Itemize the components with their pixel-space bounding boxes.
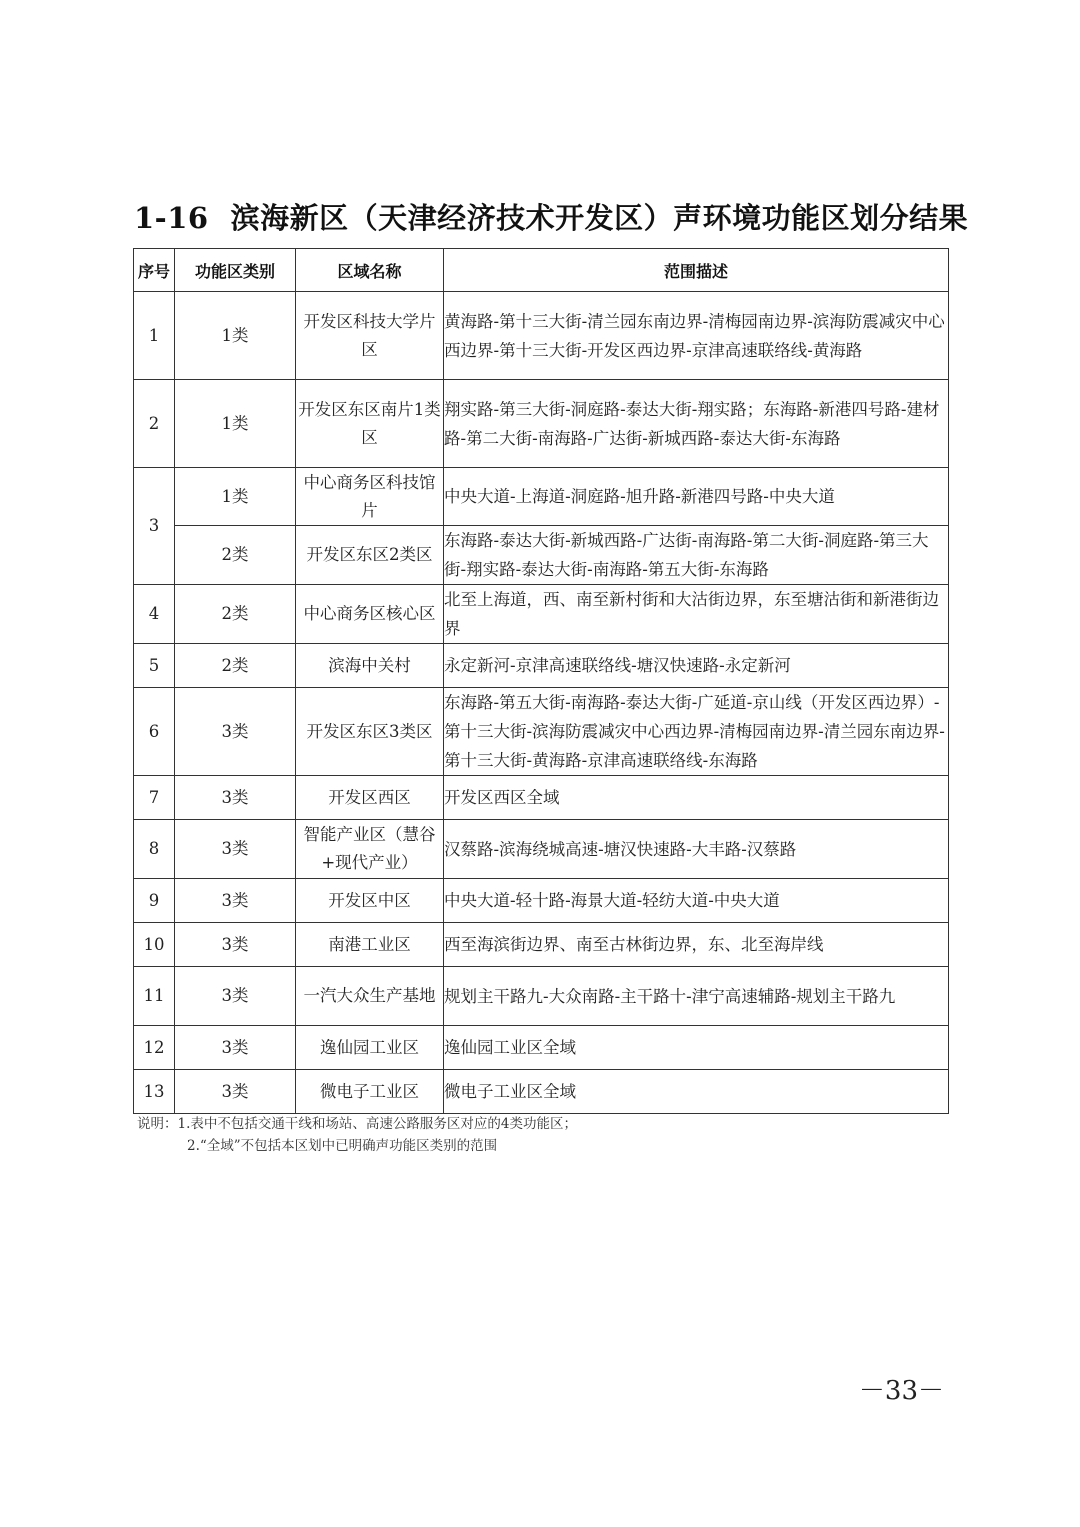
cell-desc: 永定新河-京津高速联络线-塘汉快速路-永定新河 [444, 644, 949, 688]
page-number: －33－ [858, 1376, 944, 1406]
cell-category: 3类 [175, 820, 296, 879]
cell-desc: 汉蔡路-滨海绕城高速-塘汉快速路-大丰路-汉蔡路 [444, 820, 949, 879]
cell-desc: 东海路-泰达大街-新城西路-广达街-南海路-第二大街-洞庭路-第三大街-翔实路-泰达大街-南海路-第五大街-东海路 [444, 526, 949, 585]
cell-no: 7 [134, 776, 175, 820]
cell-category: 3类 [175, 776, 296, 820]
table-row [134, 923, 949, 967]
cell-category: 2类 [175, 526, 296, 585]
cell-no: 11 [134, 967, 175, 1026]
table-row [134, 380, 949, 468]
cell-desc: 黄海路-第十三大街-清兰园东南边界-清梅园南边界-滨海防震减灾中心西边界-第十三大街-开发区西边界-京津高速联络线-黄海路 [444, 292, 949, 380]
table-row [134, 585, 949, 644]
cell-desc: 规划主干路九-大众南路-主干路十-津宁高速辅路-规划主干路九 [444, 967, 949, 1026]
cell-category: 1类 [175, 468, 296, 526]
table-row [134, 1070, 949, 1114]
cell-desc: 翔实路-第三大街-洞庭路-泰达大街-翔实路；东海路-新港四号路-建材路-第二大街-南海路-广达街-新城西路-泰达大街-东海路 [444, 380, 949, 468]
cell-category: 3类 [175, 967, 296, 1026]
title-number: 1-16 [134, 201, 209, 235]
cell-area: 开发区东区2类区 [296, 526, 444, 585]
cell-category: 2类 [175, 644, 296, 688]
table-row [134, 644, 949, 688]
cell-category: 3类 [175, 1026, 296, 1070]
cell-no: 10 [134, 923, 175, 967]
note-line-2: 2.“全域”不包括本区划中已明确声功能区类别的范围 [187, 1138, 498, 1154]
header-area: 区域名称 [296, 249, 444, 292]
zoning-table [133, 248, 949, 1114]
table-header-row [134, 249, 949, 292]
cell-no: 1 [134, 292, 175, 380]
note-line-1: 说明：1.表中不包括交通干线和场站、高速公路服务区对应的4类功能区； [137, 1116, 577, 1132]
table-notes [137, 1113, 577, 1157]
cell-no: 12 [134, 1026, 175, 1070]
cell-no: 4 [134, 585, 175, 644]
cell-no: 5 [134, 644, 175, 688]
cell-area: 一汽大众生产基地 [296, 967, 444, 1026]
cell-desc: 开发区西区全域 [444, 776, 949, 820]
cell-area: 中心商务区科技馆片 [296, 468, 444, 526]
cell-category: 3类 [175, 688, 296, 776]
cell-no: 2 [134, 380, 175, 468]
cell-desc: 微电子工业区全域 [444, 1070, 949, 1114]
table-row [134, 292, 949, 380]
cell-area: 微电子工业区 [296, 1070, 444, 1114]
cell-no: 3 [134, 468, 175, 585]
table-row [134, 776, 949, 820]
table-row [134, 967, 949, 1026]
cell-desc: 东海路-第五大街-南海路-泰达大街-广延道-京山线（开发区西边界）-第十三大街-滨海防震减灾中心西边界-清梅园南边界-清兰园东南边界-第十三大街-黄海路-京津高速联络线-东海路 [444, 688, 949, 776]
cell-category: 1类 [175, 292, 296, 380]
header-no: 序号 [134, 249, 175, 292]
cell-desc: 逸仙园工业区全域 [444, 1026, 949, 1070]
cell-no: 8 [134, 820, 175, 879]
table-row [134, 468, 949, 526]
cell-category: 2类 [175, 585, 296, 644]
cell-area: 开发区中区 [296, 879, 444, 923]
cell-category: 3类 [175, 879, 296, 923]
cell-no: 6 [134, 688, 175, 776]
cell-desc: 北至上海道，西、南至新村街和大沽街边界，东至塘沽街和新港街边界 [444, 585, 949, 644]
table-row [134, 526, 949, 585]
cell-desc: 西至海滨街边界、南至古林街边界，东、北至海岸线 [444, 923, 949, 967]
cell-area: 南港工业区 [296, 923, 444, 967]
cell-area: 开发区东区3类区 [296, 688, 444, 776]
header-desc: 范围描述 [444, 249, 949, 292]
table-row [134, 879, 949, 923]
table-row [134, 688, 949, 776]
cell-category: 1类 [175, 380, 296, 468]
cell-no: 9 [134, 879, 175, 923]
title-text: 滨海新区（天津经济技术开发区）声环境功能区划分结果 [230, 201, 969, 235]
cell-area: 逸仙园工业区 [296, 1026, 444, 1070]
cell-area: 滨海中关村 [296, 644, 444, 688]
table-row [134, 1026, 949, 1070]
cell-no: 13 [134, 1070, 175, 1114]
cell-area: 智能产业区（慧谷+现代产业） [296, 820, 444, 879]
table-row [134, 820, 949, 879]
cell-area: 开发区科技大学片区 [296, 292, 444, 380]
cell-category: 3类 [175, 923, 296, 967]
cell-desc: 中央大道-上海道-洞庭路-旭升路-新港四号路-中央大道 [444, 468, 949, 526]
header-category: 功能区类别 [175, 249, 296, 292]
cell-area: 开发区东区南片1类区 [296, 380, 444, 468]
document-title [134, 196, 969, 237]
cell-desc: 中央大道-轻十路-海景大道-轻纺大道-中央大道 [444, 879, 949, 923]
cell-area: 中心商务区核心区 [296, 585, 444, 644]
cell-area: 开发区西区 [296, 776, 444, 820]
cell-category: 3类 [175, 1070, 296, 1114]
